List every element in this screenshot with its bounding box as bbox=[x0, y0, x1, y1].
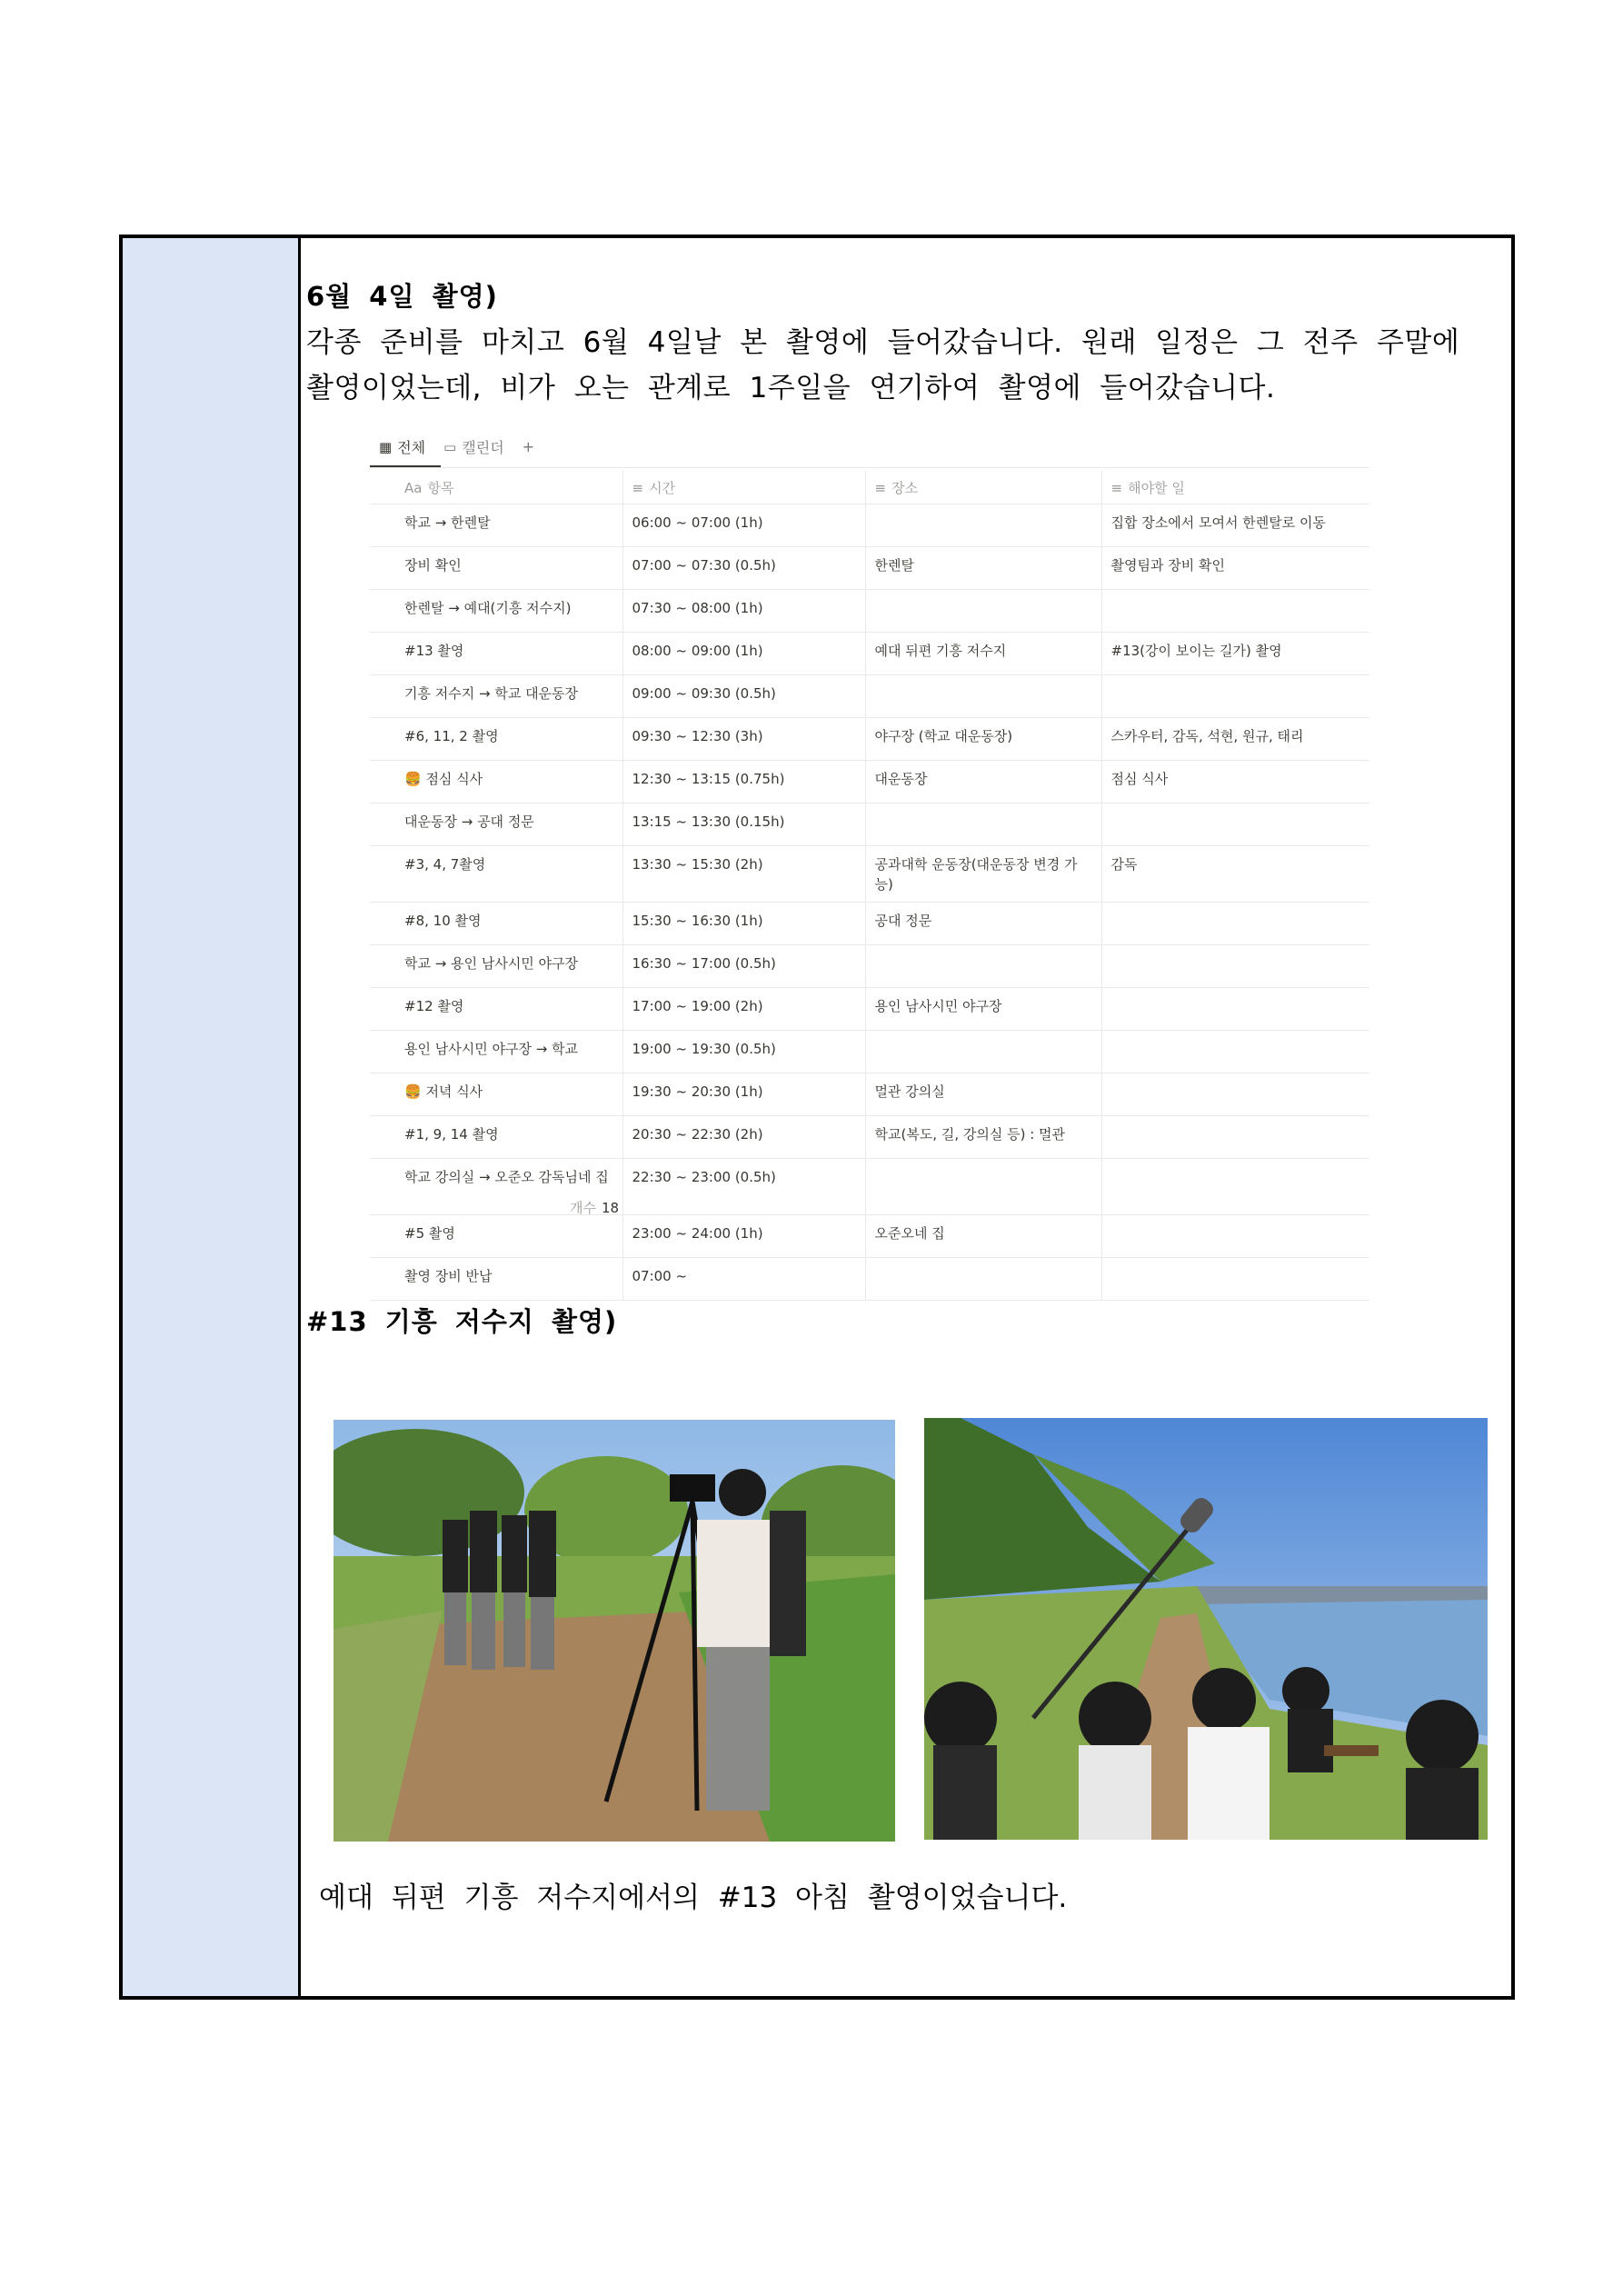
cell-todo[interactable] bbox=[1101, 945, 1369, 988]
tab-calendar[interactable] bbox=[443, 436, 504, 457]
cell-todo[interactable] bbox=[1101, 1031, 1369, 1073]
cell-place[interactable]: 용인 남사시민 야구장 bbox=[865, 988, 1101, 1031]
cell-place[interactable]: 학교(복도, 길, 강의실 등) : 멀관 bbox=[865, 1116, 1101, 1159]
add-view-button[interactable] bbox=[523, 436, 534, 457]
cell-place[interactable]: 대운동장 bbox=[865, 761, 1101, 804]
cell-todo[interactable] bbox=[1101, 1258, 1369, 1301]
cell-todo[interactable]: 촬영팀과 장비 확인 bbox=[1101, 547, 1369, 590]
cell-todo[interactable]: 점심 식사 bbox=[1101, 761, 1369, 804]
table-row[interactable] bbox=[370, 945, 1369, 988]
cell-time[interactable]: 07:00 ~ 07:30 (0.5h) bbox=[622, 547, 865, 590]
table-row[interactable] bbox=[370, 903, 1369, 945]
cell-time[interactable]: 12:30 ~ 13:15 (0.75h) bbox=[622, 761, 865, 804]
cell-time[interactable]: 23:00 ~ 24:00 (1h) bbox=[622, 1215, 865, 1258]
section-heading-scene13: #13 기흥 저수지 촬영) bbox=[306, 1306, 618, 1337]
cell-item[interactable]: #13 촬영 bbox=[370, 633, 622, 675]
table-row[interactable] bbox=[370, 1073, 1369, 1116]
cell-item[interactable]: 학교 강의실 → 오준오 감독님네 집 bbox=[370, 1159, 622, 1215]
cell-item[interactable]: 용인 남사시민 야구장 → 학교 bbox=[370, 1031, 622, 1073]
cell-place[interactable] bbox=[865, 504, 1101, 547]
plus-icon: + bbox=[522, 438, 535, 455]
cell-place[interactable]: 예대 뒤편 기흥 저수지 bbox=[865, 633, 1101, 675]
cell-time[interactable]: 20:30 ~ 22:30 (2h) bbox=[622, 1116, 865, 1159]
cell-place[interactable] bbox=[865, 1258, 1101, 1301]
cell-place[interactable]: 야구장 (학교 대운동장) bbox=[865, 718, 1101, 761]
table-row[interactable] bbox=[370, 1258, 1369, 1301]
table-row[interactable] bbox=[370, 1031, 1369, 1073]
cell-todo[interactable]: #13(강이 보이는 길가) 촬영 bbox=[1101, 633, 1369, 675]
cell-time[interactable]: 22:30 ~ 23:00 (0.5h) bbox=[622, 1159, 865, 1215]
table-row[interactable] bbox=[370, 504, 1369, 547]
intro-line-2: 촬영이었는데, 비가 오는 관계로 1주일을 연기하여 촬영에 들어갔습니다. bbox=[306, 372, 1276, 404]
cell-todo[interactable] bbox=[1101, 1116, 1369, 1159]
table-row[interactable] bbox=[370, 718, 1369, 761]
cell-item[interactable]: #8, 10 촬영 bbox=[370, 903, 622, 945]
cell-todo[interactable] bbox=[1101, 675, 1369, 718]
cell-time[interactable]: 15:30 ~ 16:30 (1h) bbox=[622, 903, 865, 945]
tab-all-label: 전체 bbox=[397, 439, 426, 456]
cell-item[interactable]: #1, 9, 14 촬영 bbox=[370, 1116, 622, 1159]
cell-time[interactable]: 13:15 ~ 13:30 (0.15h) bbox=[622, 804, 865, 846]
cell-item[interactable]: #6, 11, 2 촬영 bbox=[370, 718, 622, 761]
section-heading-june4: 6월 4일 촬영) bbox=[306, 281, 498, 312]
cell-time[interactable]: 16:30 ~ 17:00 (0.5h) bbox=[622, 945, 865, 988]
intro-line-1: 각종 준비를 마치고 6월 4일날 본 촬영에 들어갔습니다. 원래 일정은 그 전주 주말에 bbox=[306, 326, 1460, 359]
cell-todo[interactable] bbox=[1101, 804, 1369, 846]
photo-caption: 예대 뒤편 기흥 저수지에서의 #13 아침 촬영이었습니다. bbox=[319, 1882, 1068, 1914]
schedule-table bbox=[370, 471, 1369, 1301]
cell-todo[interactable]: 집합 장소에서 모여서 한렌탈로 이동 bbox=[1101, 504, 1369, 547]
table-icon: ▦ bbox=[379, 438, 393, 455]
cell-time[interactable]: 08:00 ~ 09:00 (1h) bbox=[622, 633, 865, 675]
cell-time[interactable]: 17:00 ~ 19:00 (2h) bbox=[622, 988, 865, 1031]
column-header-todo[interactable]: ≡ 해야할 일 bbox=[1101, 471, 1369, 504]
content-cell bbox=[301, 238, 1511, 1996]
cell-place[interactable]: 공과대학 운동장(대운동장 변경 가능) bbox=[865, 846, 1101, 903]
list-property-icon: ≡ bbox=[1110, 479, 1123, 496]
cell-item[interactable]: 학교 → 용인 남사시민 야구장 bbox=[370, 945, 622, 988]
cell-item[interactable]: 대운동장 → 공대 정문 bbox=[370, 804, 622, 846]
table-row[interactable] bbox=[370, 846, 1369, 903]
tab-all[interactable] bbox=[379, 436, 425, 457]
cell-item[interactable]: 촬영 장비 반납 bbox=[370, 1258, 622, 1301]
cell-item[interactable]: 장비 확인 bbox=[370, 547, 622, 590]
cell-todo[interactable] bbox=[1101, 1215, 1369, 1258]
cell-todo[interactable] bbox=[1101, 988, 1369, 1031]
cell-time[interactable]: 06:00 ~ 07:00 (1h) bbox=[622, 504, 865, 547]
cell-todo[interactable]: 감독 bbox=[1101, 846, 1369, 903]
row-count: 개수 18 bbox=[570, 1200, 620, 1216]
cell-time[interactable]: 19:00 ~ 19:30 (0.5h) bbox=[622, 1031, 865, 1073]
table-row[interactable] bbox=[370, 1215, 1369, 1258]
cell-item[interactable]: 🍔 점심 식사 bbox=[370, 761, 622, 804]
table-row[interactable] bbox=[370, 547, 1369, 590]
table-row[interactable] bbox=[370, 675, 1369, 718]
schedule-body bbox=[370, 504, 1369, 1301]
tab-divider bbox=[370, 467, 1369, 468]
cell-time[interactable]: 07:30 ~ 08:00 (1h) bbox=[622, 590, 865, 633]
column-header-time[interactable]: ≡ 시간 bbox=[622, 471, 865, 504]
table-row[interactable] bbox=[370, 633, 1369, 675]
cell-todo[interactable]: 스카우터, 감독, 석현, 원규, 태리 bbox=[1101, 718, 1369, 761]
cell-place[interactable] bbox=[865, 590, 1101, 633]
tab-calendar-label: 캘린더 bbox=[462, 439, 504, 456]
schedule-screenshot bbox=[370, 429, 1369, 1284]
cell-place[interactable]: 공대 정문 bbox=[865, 903, 1101, 945]
table-row[interactable] bbox=[370, 761, 1369, 804]
table-row[interactable] bbox=[370, 1116, 1369, 1159]
cell-place[interactable]: 한렌탈 bbox=[865, 547, 1101, 590]
cell-todo[interactable] bbox=[1101, 1073, 1369, 1116]
list-property-icon: ≡ bbox=[632, 479, 644, 496]
cell-place[interactable] bbox=[865, 1031, 1101, 1073]
left-label-column bbox=[123, 238, 301, 1996]
column-header-item[interactable]: Aa 항목 bbox=[370, 471, 622, 504]
calendar-icon: ▭ bbox=[443, 438, 457, 455]
cell-todo[interactable] bbox=[1101, 1159, 1369, 1215]
column-header-place[interactable]: ≡ 장소 bbox=[865, 471, 1101, 504]
cell-time[interactable]: 19:30 ~ 20:30 (1h) bbox=[622, 1073, 865, 1116]
cell-time[interactable]: 09:30 ~ 12:30 (3h) bbox=[622, 718, 865, 761]
cell-place[interactable] bbox=[865, 675, 1101, 718]
cell-place[interactable]: 오준오네 집 bbox=[865, 1215, 1101, 1258]
cell-place[interactable] bbox=[865, 1159, 1101, 1215]
photo-camera-crew-image bbox=[334, 1420, 895, 1842]
cell-item[interactable]: #5 촬영 bbox=[370, 1215, 622, 1258]
cell-item[interactable]: 한렌탈 → 예대(기흥 저수지) bbox=[370, 590, 622, 633]
photo-boom-mic-reservoir-image bbox=[924, 1418, 1488, 1840]
cell-item[interactable]: #3, 4, 7촬영 bbox=[370, 846, 622, 903]
cell-todo[interactable] bbox=[1101, 590, 1369, 633]
cell-item[interactable]: 기흥 저수지 → 학교 대운동장 bbox=[370, 675, 622, 718]
view-tabs bbox=[379, 436, 534, 457]
list-property-icon: ≡ bbox=[874, 479, 887, 496]
cell-time[interactable]: 07:00 ~ bbox=[622, 1258, 865, 1301]
cell-item[interactable]: #12 촬영 bbox=[370, 988, 622, 1031]
table-row[interactable] bbox=[370, 590, 1369, 633]
document-frame bbox=[119, 235, 1515, 2000]
cell-item[interactable]: 🍔 저녁 식사 bbox=[370, 1073, 622, 1116]
photo-camera-crew bbox=[334, 1420, 895, 1842]
cell-place[interactable] bbox=[865, 945, 1101, 988]
table-row[interactable] bbox=[370, 988, 1369, 1031]
table-header-row bbox=[370, 471, 1369, 504]
cell-time[interactable]: 09:00 ~ 09:30 (0.5h) bbox=[622, 675, 865, 718]
table-row[interactable] bbox=[370, 804, 1369, 846]
text-property-icon: Aa bbox=[404, 479, 423, 496]
table-row[interactable] bbox=[370, 1159, 1369, 1215]
cell-item[interactable]: 학교 → 한렌탈 bbox=[370, 504, 622, 547]
cell-place[interactable]: 멀관 강의실 bbox=[865, 1073, 1101, 1116]
intro-paragraph bbox=[306, 320, 1460, 411]
cell-time[interactable]: 13:30 ~ 15:30 (2h) bbox=[622, 846, 865, 903]
cell-place[interactable] bbox=[865, 804, 1101, 846]
photo-boom-mic-reservoir bbox=[924, 1418, 1488, 1840]
cell-todo[interactable] bbox=[1101, 903, 1369, 945]
